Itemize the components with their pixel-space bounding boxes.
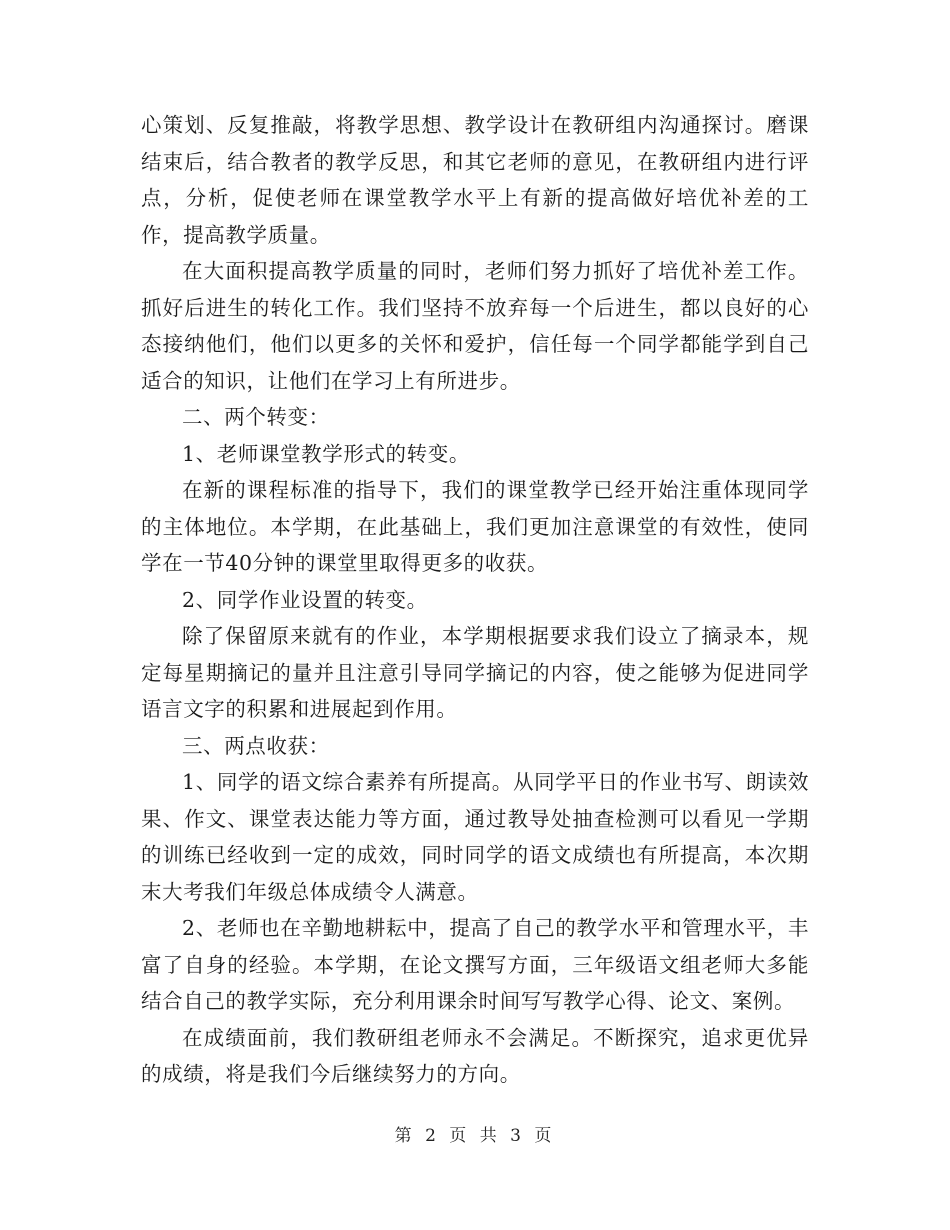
paragraph-student-gains: 1、同学的语文综合素养有所提高。从同学平日的作业书写、朗读效果、作文、课堂表达能力等方面，通过教导处抽查检测可以看见一学期的训练已经收到一定的成效，同时同学的语文成绩也有所提高，本次期末大考我们年级总体成绩令人满意。 xyxy=(141,770,809,904)
document-body xyxy=(141,107,809,1093)
paragraph-continuation: 心策划、反复推敲，将教学思想、教学设计在教研组内沟通探讨。磨课结束后，结合教者的教学反思，和其它老师的意见，在教研组内进行评点，分析，促使老师在课堂教学水平上有新的提高做好培优补差的工作，提高教学质量。 xyxy=(141,113,809,247)
paragraph-conclusion: 在成绩面前，我们教研组老师永不会满足。不断探究，追求更优异的成绩，将是我们今后继续努力的方向。 xyxy=(141,1025,809,1086)
paragraph-teaching-form: 在新的课程标准的指导下，我们的课堂教学已经开始注重体现同学的主体地位。本学期，在此基础上，我们更加注意课堂的有效性，使同学在一节40分钟的课堂里取得更多的收获。 xyxy=(141,478,809,575)
page-number-footer: 第 2 页 共 3 页 xyxy=(394,1126,556,1146)
subheading-homework: 2、同学作业设置的转变。 xyxy=(182,587,428,612)
paragraph-homework: 除了保留原来就有的作业，本学期根据要求我们设立了摘录本，规定每星期摘记的量并且注意引导同学摘记的内容，使之能够为促进同学语言文字的积累和进展起到作用。 xyxy=(141,624,809,721)
section-heading-two-changes: 二、两个转变： xyxy=(182,405,330,429)
subheading-teaching-form: 1、老师课堂教学形式的转变。 xyxy=(182,441,470,466)
paragraph-tutoring: 在大面积提高教学质量的同时，老师们努力抓好了培优补差工作。抓好后进生的转化工作。我们坚持不放弃每一个后进生，都以良好的心态接纳他们，他们以更多的关怀和爱护，信任每一个同学都能学到自己适合的知识，让他们在学习上有所进步。 xyxy=(141,259,809,393)
section-heading-two-gains: 三、两点收获： xyxy=(182,733,330,758)
paragraph-teacher-gains: 2、老师也在辛勤地耕耘中，提高了自己的教学水平和管理水平，丰富了自身的经验。本学期，在论文撰写方面，三年级语文组老师大多能结合自己的教学实际，充分利用课余时间写写教学心得、论文、案例。 xyxy=(141,916,809,1013)
